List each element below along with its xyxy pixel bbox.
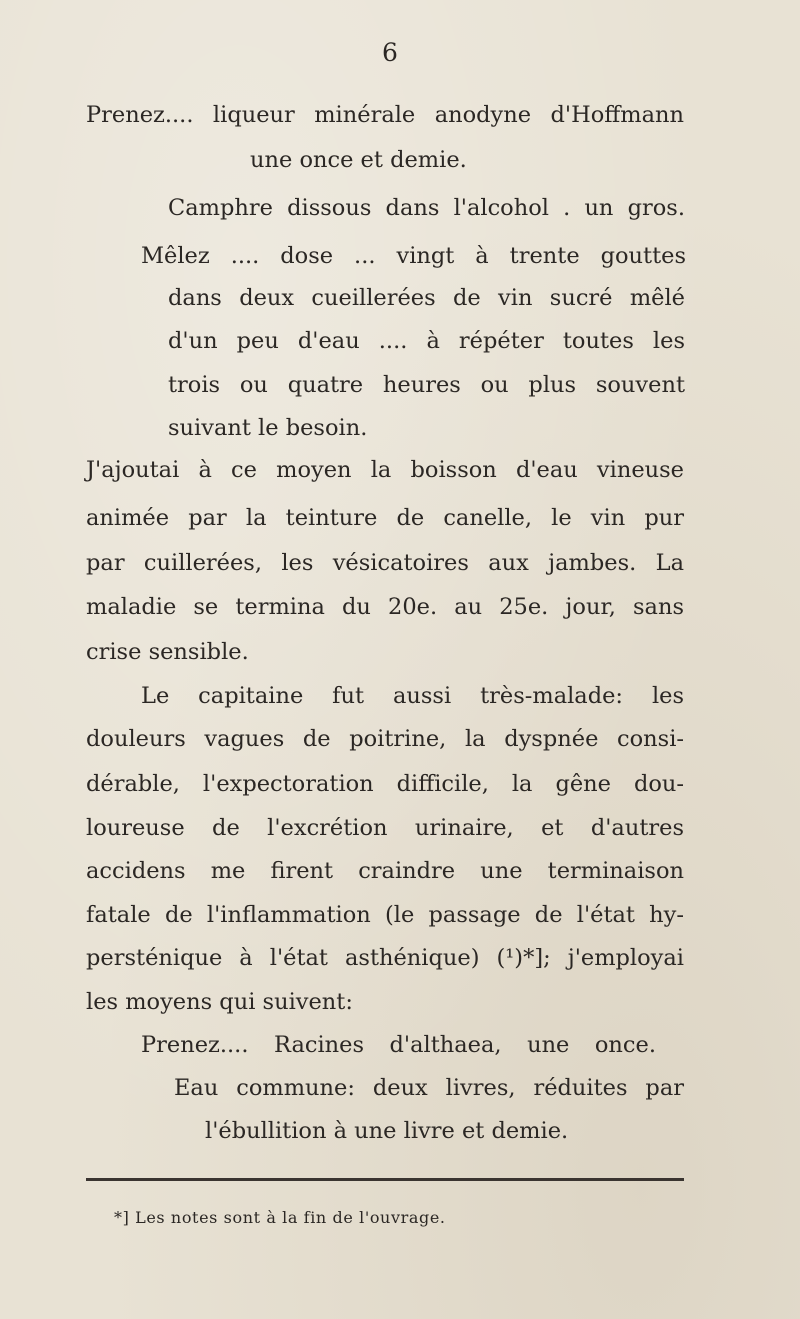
page-number: 6 (382, 38, 398, 67)
text-line-13: crise sensible. (86, 639, 249, 665)
footnote: *] Les notes sont à la fin de l'ouvrage. (114, 1208, 446, 1227)
text-line-2: une once et demie. (250, 147, 467, 173)
text-line-9: J'ajoutai à ce moyen la boisson d'eau vineuse (86, 457, 684, 483)
text-line-18: accidens me firent craindre une terminaison (86, 858, 684, 884)
text-line-1: Prenez.... liqueur minérale anodyne d'Hoffmann (86, 102, 684, 128)
text-line-6: d'un peu d'eau .... à répéter toutes les (168, 328, 685, 354)
text-line-4: Mêlez .... dose ... vingt à trente gouttes (141, 243, 686, 269)
text-line-23: Eau commune: deux livres, réduites par (174, 1075, 684, 1101)
text-line-3: Camphre dissous dans l'alcohol . un gros. (168, 195, 685, 221)
text-line-12: maladie se termina du 20e. au 25e. jour, sans (86, 594, 684, 620)
text-line-5: dans deux cueillerées de vin sucré mêlé (168, 285, 685, 311)
text-line-24: l'ébullition à une livre et demie. (205, 1118, 569, 1144)
text-line-20: persténique à l'état asthénique) (¹)*]; j'employai (86, 945, 684, 971)
text-line-19: fatale de l'inflammation (le passage de l'état hy- (86, 902, 684, 928)
text-line-16: dérable, l'expectoration difficile, la gêne dou- (86, 771, 684, 797)
text-line-11: par cuillerées, les vésicatoires aux jambes. La (86, 550, 684, 576)
text-line-7: trois ou quatre heures ou plus souvent (168, 372, 685, 398)
text-line-17: loureuse de l'excrétion urinaire, et d'autres (86, 815, 684, 841)
text-line-15: douleurs vagues de poitrine, la dyspnée consi- (86, 726, 684, 752)
text-line-14: Le capitaine fut aussi très-malade: les (141, 683, 684, 709)
text-line-22: Prenez.... Racines d'althaea, une once. (141, 1032, 656, 1058)
footnote-rule (86, 1178, 684, 1181)
text-line-21: les moyens qui suivent: (86, 989, 353, 1015)
text-line-10: animée par la teinture de canelle, le vin pur (86, 505, 684, 531)
text-line-8: suivant le besoin. (168, 415, 368, 441)
